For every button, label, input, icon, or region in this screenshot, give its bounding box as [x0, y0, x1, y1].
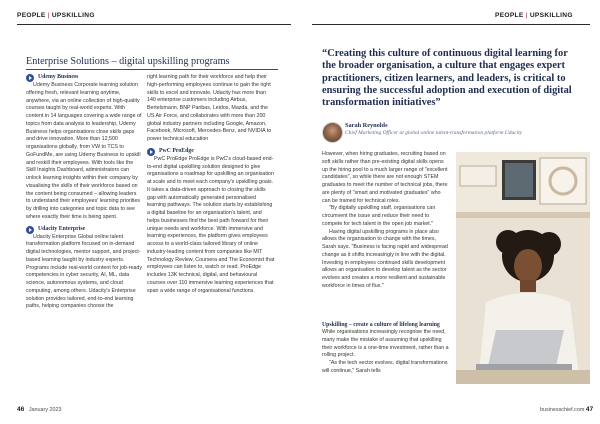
solution-heading	[147, 148, 275, 156]
topic-label: UPSKILLING	[529, 12, 573, 19]
article-paragraph: "As the tech sector evolves, digital transformations will continue," Sarah tells	[322, 360, 448, 374]
arrow-circle-icon	[147, 148, 155, 156]
section-label: PEOPLE	[495, 12, 524, 19]
issue-date: January 2023	[28, 407, 62, 413]
section-header-left	[17, 12, 95, 19]
footer-left	[17, 406, 62, 413]
solution-description: PwC ProEdge ProEdge is PwC's cloud-based end-to-end digital upskilling solution designed to give organisations a roadmap for upskilling an organisation at scale and to meet each company's upskilling goals. It takes a data-driven approach to closing the skills gap with automatically generated personalised learning pathways. The solution starts by establishing a digital baseline for an organisation's talent, and helps businesses find the best path forward for their unique needs and workforce. With immersive and learning experiences, the platform gives employees access to a world-class tailored library of online industry-leading content from companies like MIT Technology Review, Coursera and The Economist that employees can listen to, watch or read. ProEdge includes 13K technical, digital, and behavioural courses over 110 immersive learning experiences that span a wide range of organisational functions.	[147, 155, 275, 294]
section-header-right	[495, 12, 573, 19]
photo-illustration	[456, 152, 590, 384]
avatar	[322, 122, 343, 143]
header-separator: |	[525, 12, 528, 19]
article-paragraph: While organisations increasingly recognise the need, many make the mistake of assuming that upskilling their workforce is a one-time investment, rather than a rolling project.	[322, 329, 449, 359]
box-column-1	[26, 74, 142, 311]
header-rule-left	[17, 24, 291, 25]
article-column	[322, 151, 450, 291]
box-column-2	[147, 74, 275, 295]
quote-author-name: Sarah Reynolds	[345, 122, 388, 129]
box-title-rule	[26, 69, 278, 70]
article-paragraph: "By digitally upskilling staff, organisations can circumvent the issue and reduce their need to compete for tech talent in the open job market."	[322, 205, 436, 227]
article-paragraph: Having digital upskilling programs in place also allows the organisation to change with the times, Sarah says. "Business is facing rapid and widespread change as it shifts increasingly in line with the digital. Investing in employees continued skills development allows an organisation to develop talent as the sector evolves and creates a more resilient and sustainable workforce in times of flux."	[322, 228, 448, 289]
arrow-circle-icon	[26, 74, 34, 82]
footer-right	[540, 406, 596, 413]
article-subhead: Upskilling – create a culture of lifelong learning	[322, 322, 440, 328]
header-separator: |	[47, 12, 50, 19]
page-number: 47	[585, 406, 594, 413]
solution-heading-text: Udemy Business	[38, 74, 79, 81]
topic-label: UPSKILLING	[51, 12, 95, 19]
article-column-lower	[322, 322, 450, 376]
pull-quote: “Creating this culture of continuous digital learning for the broader organisation, a culture that engages expert practitioners, citizen learners, and leaders, is critical to ensuring the successful adoption and execution of digital transformation initiatives”	[322, 48, 572, 109]
solution-heading-text: Udacity Enterprise	[38, 225, 86, 232]
page-number: 46	[17, 406, 25, 413]
woman-with-laptop-photo	[456, 152, 590, 384]
solution-description: right learning path for their workforce and help their high-performing employees continue to gain the right skills to excel and innovate. Udacity has more than 140 enterprise customers including Airbus, Bertelsmann, BNP Paribas, Leidos, Mazda, and the US Air Force, and collaborates with more than 200 global industry partners including Google, Amazon, Facebook, Microsoft, Mercedes-Benz, and NVIDIA to power technical education	[147, 74, 272, 142]
section-label: PEOPLE	[17, 12, 46, 19]
quote-author-role: Chief Marketing Officer at global online talent-transformation platform Udacity	[345, 130, 523, 136]
solution-heading	[26, 74, 142, 82]
solution-description: Udacity Enterprise Global online talent transformation platform focused on in-demand digital technologies, mentor support, and project-based learning taught by industry experts. Programs include real-world content for job-ready competencies in cyber security, AI, ML, data science, autonomous systems, and cloud computing, among others. Udacity's Enterprise solution provides tailored, end-to-end learning paths, helping companies choose the	[26, 233, 142, 310]
solution-description: Udemy Business Corporate learning solution offering fresh, relevant learning anytime, anywhere, via an online collection of high-quality courses taught by real-world experts. With content in 14 languages covering a wide range of topics from data analysis to leadership, Udemy Business helps organisations close skills gaps and drive innovation. More than 12,500 organisations globally, from VW to TCS to GoFundMe, are using Udemy Business to upskill and reskill their employees. With tools like the Skill Insights Dashboard, administrators can unlock learning insights within their company by visualising the skills of their workforce based on the content being consumed – allowing leaders to understand their employees' learning priorities by drilling into categories and topic data to see where exactly their time is being spent.	[26, 82, 142, 220]
solution-heading-text: PwC ProEdge	[159, 147, 194, 154]
box-title: Enterprise Solutions – digital upskilling programs	[26, 56, 230, 67]
solution-heading	[26, 226, 142, 234]
header-rule-right	[312, 24, 590, 25]
article-paragraph: However, when hiring graduates, recruiting based on soft skills rather than pre-existing digital skills opens up the hiring pool to a much larger range of "excellent candidates", so while there are not enough STEM graduates to meet the number of technical jobs, there are plenty of "smart and motivated graduates" who can be trained for technical roles.	[322, 151, 448, 204]
arrow-circle-icon	[26, 226, 34, 234]
site-name: businesschief.com	[540, 407, 585, 413]
